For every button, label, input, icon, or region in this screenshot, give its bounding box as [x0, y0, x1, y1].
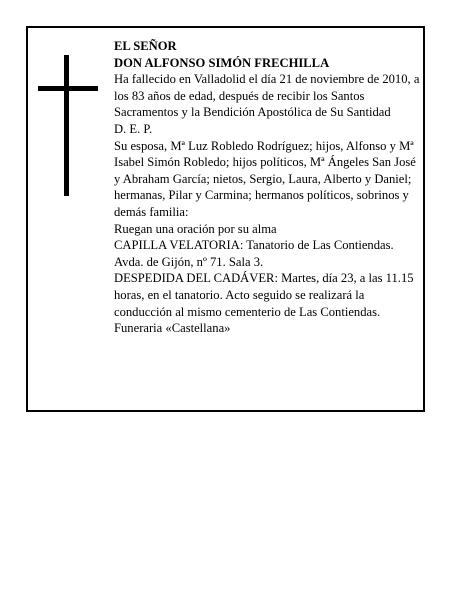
- deceased-name: DON ALFONSO SIMÓN FRECHILLA: [114, 55, 330, 70]
- cross-vertical-bar: [64, 55, 69, 196]
- funeral-chapel: CAPILLA VELATORIA: Tanatorio de Las Contiendas. Avda. de Gijón, nº 71. Sala 3.: [114, 238, 394, 269]
- rest-in-peace: D. E. P.: [114, 121, 153, 136]
- family-members: Su esposa, Mª Luz Robledo Rodríguez; hijos, Alfonso y Mª Isabel Simón Robledo; hijos políticos, Mª Ángeles San José y Abraham García; nietos, Sergio, Laura, Alberto y Daniel; hermanas, Pilar y Carmina; hermanos políticos, sobrinos y demás familia:: [114, 138, 416, 219]
- cross-horizontal-bar: [38, 86, 98, 91]
- funeral-home: Funeraria «Castellana»: [114, 321, 231, 336]
- farewell-details: DESPEDIDA DEL CADÁVER: Martes, día 23, a las 11.15 horas, en el tanatorio. Acto seguido se realizará la conducción al mismo cementerio de Las Contiendas.: [114, 271, 414, 319]
- obituary-text: [114, 38, 420, 337]
- cross-icon: [38, 55, 98, 196]
- prayer-request: Ruegan una oración por su alma: [114, 221, 277, 236]
- death-announcement: Ha fallecido en Valladolid el día 21 de noviembre de 2010, a los 83 años de edad, después de recibir los Santos Sacramentos y la Bendición Apostólica de Su Santidad: [114, 72, 420, 120]
- obituary-heading: EL SEÑOR: [114, 39, 177, 53]
